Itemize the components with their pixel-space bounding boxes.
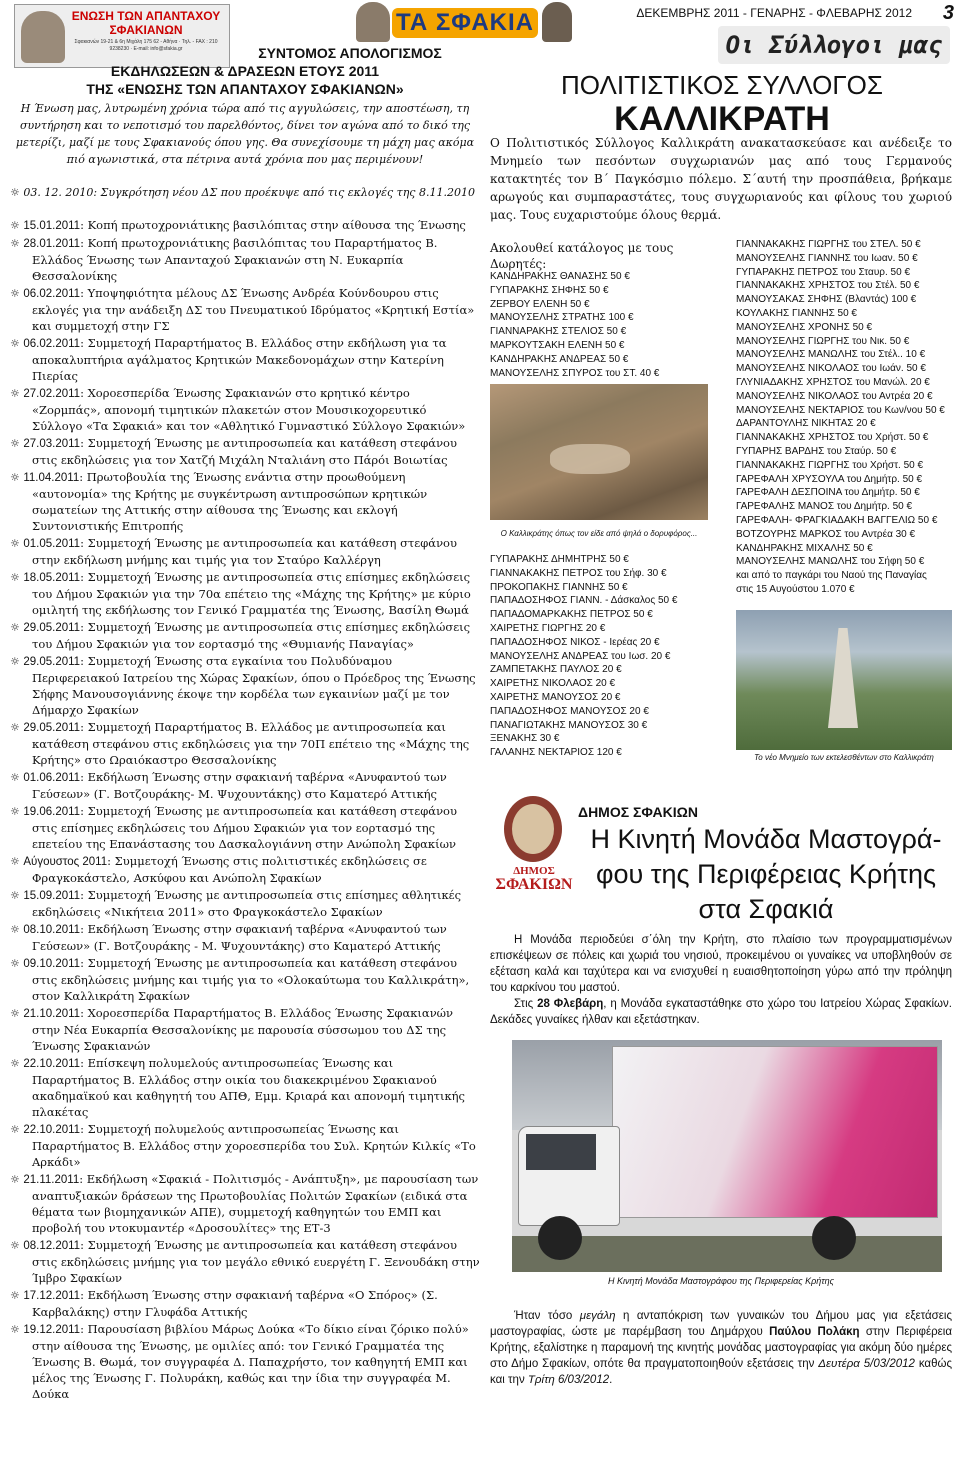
sun-bullet-icon: ☼ — [10, 1123, 24, 1136]
event-entry — [10, 335, 480, 384]
sun-bullet-icon: ☼ — [10, 957, 24, 970]
donor-entry: ΔΑΡΑΝΤΟΥΛΗΣ ΝΙΚΗΤΑΣ 20 € — [736, 418, 876, 430]
monument-photo-caption: Το νέο Μνημείο των εκτελεσθέντων στο Καλλικράτη — [754, 753, 934, 762]
association-title: ΠΟΛΙΤΙΣΤΙΚΟΣ ΣΥΛΛΟΓΟΣ — [561, 70, 883, 100]
donor-entry: ΓΑΡΕΦΑΛΗ- ΦΡΑΓΚΙΑΔΑΚΗ ΒΑΓΓΕΛΙΩ 50 € — [736, 514, 938, 526]
p2-text-c: , η Μονάδα εγκαταστάθηκε στο χώρο του Ιατρείου Χώρας Σφακίων. Δεκάδες γυναίκες ήλθαν και εξετάστηκαν. — [490, 998, 952, 1026]
event-date: 17.12.2011 — [23, 1290, 81, 1302]
page-number: 3 — [942, 2, 954, 24]
event-entry — [10, 853, 480, 886]
event-date: 11.04.2011 — [23, 472, 80, 484]
donor-entry: ΓΑΛΑΝΗΣ ΝΕΚΤΑΡΙΟΣ 120 € — [490, 747, 622, 759]
event-entry — [10, 1321, 480, 1402]
event-entry — [10, 719, 480, 768]
event-entry — [10, 803, 480, 852]
sun-bullet-icon: ☼ — [10, 655, 24, 668]
sun-bullet-icon: ☼ — [10, 537, 24, 550]
events-list — [10, 217, 480, 1402]
event-entry — [10, 569, 480, 618]
donor-entry: ΠΑΠΑΔΟΣΗΦΟΣ ΓΙΑΝΝ. - Δάσκαλος 50 € — [490, 595, 678, 607]
donors-list-a — [490, 270, 659, 380]
sun-bullet-icon: ☼ — [10, 889, 24, 902]
donor-entry: ΜΑΝΟΥΣΕΛΗΣ ΑΝΔΡΕΑΣ του Ιωσ. 20 € — [490, 650, 671, 662]
event-entry — [10, 653, 480, 718]
donor-entry: ΧΑΙΡΕΤΗΣ ΜΑΝΟΥΣΟΣ 20 € — [490, 691, 621, 703]
event-text: : Συμμετοχή Ένωσης στις πολιτιστικές εκδηλώσεις σε Φραγκοκάστελο, Ασκύφου και Ανώπολη Σφακίων — [32, 854, 427, 885]
event-date: 01.06.2011 — [23, 772, 81, 784]
sun-bullet-icon: ☼ — [10, 1057, 24, 1070]
mobile-unit-title-line3: στα Σφακιά — [698, 894, 834, 924]
donor-entry: ΧΑΙΡΕΤΗΣ ΝΙΚΟΛΑΟΣ 20 € — [490, 678, 616, 690]
event-text: : Συμμετοχή Ένωσης με αντιπροσωπεία και κατάθεση στεφάνου στις εκδηλώσεις μνήμης και τιμής για το «Ολοκαύτωμα του Καλλικράτη», στον Καλλικράτη Σφακίων — [32, 956, 470, 1003]
sun-bullet-icon: ☼ — [10, 1289, 24, 1302]
donors-intro: Ακολουθεί κατάλογος με τους Δωρητές: — [490, 241, 674, 271]
event-entry — [10, 1005, 480, 1054]
event-text: : Επίσκεψη πολυμελούς αντιπροσωπείας Ένωσης και Παραρτήματος Β. Ελλάδος στην οικία του διακεκριμένου Σφακιανού ακαδημαϊκού και καθηγητή του ΑΠΘ, Εμμ. Κριαρά και απονομή τιμητικής πλακέτας — [32, 1056, 465, 1119]
donor-entry: ΧΑΙΡΕΤΗΣ ΓΙΩΡΓΗΣ 20 € — [490, 622, 606, 634]
event-text: : Συμμετοχή Ένωσης με αντιπροσωπεία και κατάθεση στεφάνου στις εκδηλώσεις μνήμης για τον μεγάλο εθνικό ευεργέτη Γ. Ξενουδάκη στην Ίμβρο Σφακίων — [32, 1238, 480, 1285]
donors-list-c — [736, 238, 945, 597]
sun-bullet-icon: ☼ — [10, 186, 24, 199]
event-entry — [10, 1171, 480, 1236]
event-entry — [10, 435, 480, 468]
masthead-portrait-left — [356, 2, 390, 42]
donor-entry: ΖΕΡΒΟΥ ΕΛΕΝΗ 50 € — [490, 298, 590, 310]
sun-bullet-icon: ☼ — [10, 1007, 24, 1020]
donor-entry: ΓΑΡΕΦΑΛΗΣ ΜΑΝΟΣ του Δημήτρ. 50 € — [736, 501, 913, 513]
donor-entry: ΜΑΝΟΥΣΕΛΗΣ ΝΕΚΤΑΡΙΟΣ του Κων/νου 50 € — [736, 404, 945, 416]
event-date: Αύγουστος 2011 — [23, 856, 108, 868]
event-date: 01.05.2011 — [23, 538, 81, 550]
event-text: : Πρωτοβουλία της Ένωσης ενάντια στην προωθούμενη «αυτονομία» της Κρήτης με συγκέντρωση αντιπροσώπων κρητικών σωματείων της Αττικής στην αίθουσα της Ένωσης και εκλογή Συντονιστικής Επιτροπής — [32, 470, 428, 533]
event-entry — [10, 535, 480, 568]
event-entry — [10, 1055, 480, 1120]
donor-entry: ΓΙΑΝΝΑΚΑΚΗΣ ΓΙΩΡΓΗΣ του ΣΤΕΛ. 50 € — [736, 239, 921, 250]
donor-entry: ΞΕΝΑΚΗΣ 30 € — [490, 733, 560, 745]
donor-entry: ΓΙΑΝΝΑΚΑΚΗΣ ΧΡΗΣΤΟΣ του Χρήστ. 50 € — [736, 432, 929, 444]
p2-date: 28 Φλεβάρη — [537, 998, 604, 1010]
donor-entry: ΜΑΝΟΥΣΕΛΗΣ ΣΤΡΑΤΗΣ 100 € — [490, 312, 634, 324]
event-entry — [10, 217, 480, 234]
event-text: : Κοπή πρωτοχρονιάτικης βασιλόπιτας στην αίθουσα της Ένωσης — [80, 218, 466, 232]
donor-entry: ΠΑΠΑΔΟΣΗΦΟΣ ΝΙΚΟΣ - Ιερέας 20 € — [490, 636, 660, 648]
donor-entry: ΓΙΑΝΝΑΚΑΚΗΣ ΓΙΩΡΓΗΣ του Χρήστ. 50 € — [736, 459, 924, 471]
event-date: 08.12.2011 — [23, 1240, 81, 1252]
mobile-unit-paragraph-2 — [490, 996, 952, 1028]
sun-bullet-icon: ☼ — [10, 237, 24, 250]
p2-text-a: Στις — [514, 998, 538, 1010]
event-text: : Εκδήλωση Ένωσης στην σφακιανή ταβέρνα «Ανυφαντού των Γεύσεων» (Γ. Βοτζουράκης- Μ. Ψυχουντάκης) στο Καματερό Αττικής — [32, 770, 447, 801]
report-title-2: ΕΚΔΗΛΩΣΕΩΝ & ΔΡΑΣΕΩΝ ΕΤΟΥΣ 2011 — [110, 63, 380, 79]
event-date: 28.01.2011 — [23, 238, 81, 250]
donor-entry: ΜΑΝΟΥΣΕΛΗΣ ΜΑΝΩΛΗΣ του Σήφη 50 € — [736, 556, 925, 568]
municipality-logo-bottom: ΣΦΑΚΙΩΝ — [495, 876, 573, 893]
event-text: : Συμμετοχή Παραρτήματος Β. Ελλάδος με αντιπροσωπεία και κατάθεση στεφάνου στις εκδηλώσεις για την 70Π επέτειο της «Μάχης της Κρήτης» στο Ωραιόκαστρο Θεσσαλονίκης — [32, 720, 470, 767]
mobile-unit-title-line1: Η Κινητή Μονάδα Μαστογρά- — [590, 824, 942, 854]
donor-entry: ΠΑΠΑΔΟΣΗΦΟΣ ΜΑΝΟΥΣΟΣ 20 € — [490, 705, 649, 717]
sun-bullet-icon: ☼ — [10, 287, 24, 300]
sun-bullet-icon: ☼ — [10, 1323, 24, 1336]
donor-entry: ΜΑΝΟΥΣΕΛΗΣ ΣΠΥΡΟΣ του ΣΤ. 40 € — [490, 367, 660, 379]
donor-entry: ΒΟΤΖΟΥΡΗΣ ΜΑΡΚΟΣ του Αντρέα 30 € — [736, 528, 916, 540]
event-date: 29.05.2011 — [23, 622, 81, 634]
donor-entry: ΜΑΝΟΥΣΕΛΗΣ ΜΑΝΩΛΗΣ του Στέλ.. 10 € — [736, 349, 926, 361]
p3-g: καθώς και την — [490, 1358, 952, 1386]
association-name: ΚΑΛΛΙΚΡΑΤΗ — [614, 100, 830, 138]
donor-entry: και από το παγκάρι του Ναού της Παναγίας — [736, 570, 927, 582]
masthead-portrait-right — [542, 2, 572, 42]
event-date: 22.10.2011 — [23, 1058, 81, 1070]
p3-b: μεγάλη — [579, 1310, 616, 1322]
sun-bullet-icon: ☼ — [10, 771, 24, 784]
donor-entry: ΖΑΜΠΕΤΑΚΗΣ ΠΑΥΛΟΣ 20 € — [490, 664, 622, 676]
event-entry — [10, 769, 480, 802]
donor-entry: ΓΥΠΑΡΑΚΗΣ ΔΗΜΗΤΡΗΣ 50 € — [490, 554, 629, 565]
report-title-3: ΤΗΣ «ΕΝΩΣΗΣ ΤΩΝ ΑΠΑΝΤΑΧΟΥ ΣΦΑΚΙΑΝΩΝ» — [86, 81, 404, 97]
donor-entry: ΜΑΝΟΥΣΕΛΗΣ ΧΡΟΝΗΣ 50 € — [736, 321, 873, 333]
event-entry — [10, 469, 480, 534]
municipality-logo-top: ΔΗΜΟΣ — [513, 865, 555, 877]
village-photo-caption: Ο Καλλικράτης όπως τον είδε από ψηλά ο δορυφόρος... — [500, 529, 698, 538]
section-title: Οι Σύλλογοι μας — [718, 26, 950, 64]
sun-bullet-icon: ☼ — [10, 855, 24, 868]
mobile-unit-article — [490, 932, 952, 1028]
mammography-truck-photo — [512, 1040, 942, 1272]
event-text: : Συμμετοχή Ένωσης με αντιπροσωπεία στις επίσημες εκδηλώσεις του Δήμου Σφακιών για τον εορτασμό της «Θυμιανής Παναγίας» — [32, 620, 471, 651]
sun-bullet-icon: ☼ — [10, 721, 24, 734]
event-entry — [10, 385, 480, 434]
monument-photo — [736, 610, 952, 750]
donor-entry: στις 15 Αυγούστου 1.070 € — [736, 583, 855, 595]
p3-a: Ήταν τόσο — [514, 1310, 580, 1322]
donor-entry: ΓΛΥΝΙΑΔΑΚΗΣ ΧΡΗΣΤΟΣ του Μανώλ. 20 € — [736, 376, 930, 388]
event-date: 18.05.2011 — [23, 572, 81, 584]
donor-entry: ΓΙΑΝΝΑΚΑΚΗΣ ΧΡΗΣΤΟΣ του Στέλ. 50 € — [736, 280, 920, 292]
sun-bullet-icon: ☼ — [10, 571, 24, 584]
event-date: 15.09.2011 — [23, 890, 81, 902]
sun-bullet-icon: ☼ — [10, 219, 24, 232]
event-text: : Συμμετοχή Ένωσης με αντιπροσωπεία στις επίσημες εκδηλώσεις του Δήμου Σφακιών για την 70α επέτειο της «Μάχης της Κρήτης» με κύριο ομιλητή της εκδήλωσης τον Γενικό Γραμματέα της Ένωσης, Βασίλη Θωμά — [32, 570, 471, 617]
sun-bullet-icon: ☼ — [10, 471, 24, 484]
sun-bullet-icon: ☼ — [10, 337, 24, 350]
date-monday: Δευτέρα 5/03/2012 — [818, 1358, 915, 1370]
report-title-1: ΣΥΝΤΟΜΟΣ ΑΠΟΛΟΓΙΣΜΟΣ — [258, 45, 442, 61]
union-banner-contact: Σφακιανών 19-21 & 6η Μιχάλη 175 62 - Αθήνα · Τηλ. - FAX : 210 9238230 · E-mail: info@sfakia.gr — [74, 39, 218, 52]
event-entry — [10, 955, 480, 1004]
donor-entry: ΜΑΝΟΥΣΕΛΗΣ ΓΙΑΝΝΗΣ του Ιωαν. 50 € — [736, 252, 918, 264]
event-text: : Εκδήλωση Ένωσης στην σφακιανή ταβέρνα «Ο Σπόρος» (Σ. Καρβαλάκης) στην Γλυφάδα Αττικής — [32, 1288, 438, 1319]
municipality-logo — [494, 796, 574, 894]
donor-entry: ΜΑΡΚΟΥΤΣΑΚΗ ΕΛΕΝΗ 50 € — [490, 339, 625, 351]
event-date: 27.03.2011 — [23, 438, 81, 450]
donor-entry: ΜΑΝΟΥΣΑΚΑΣ ΣΗΦΗΣ (Βλαντάς) 100 € — [736, 294, 917, 306]
event-entry — [10, 619, 480, 652]
date-tuesday: Τρίτη 6/03/2012 — [527, 1374, 610, 1386]
mayor-name: Παύλου Πολάκη — [769, 1326, 860, 1338]
donor-entry: ΓΑΡΕΦΑΛΗ ΔΕΣΠΟΙΝΑ του Δημήτρ. 50 € — [736, 487, 920, 499]
donor-entry: ΓΙΑΝΝΑΡΑΚΗΣ ΣΤΕΛΙΟΣ 50 € — [490, 326, 627, 338]
event-entry — [10, 921, 480, 954]
sun-bullet-icon: ☼ — [10, 387, 24, 400]
sun-bullet-icon: ☼ — [10, 923, 24, 936]
event-text: : Χοροεσπερίδα Παραρτήματος Β. Ελλάδος Ένωσης Σφακιανών στην Νέα Ευκαρπία Θεσσαλονίκης με παρουσία σύσσωμου του ΔΣ της Ένωσης Σφακιανών — [32, 1006, 454, 1053]
masthead-title: ΤΑ ΣΦΑΚΙΑ — [392, 8, 538, 38]
sun-bullet-icon: ☼ — [10, 621, 24, 634]
event-entry — [10, 1121, 480, 1170]
event-text: : Συμμετοχή πολυμελούς αντιπροσωπείας Ένωσης και Παραρτήματος Β. Ελλάδος στην χοροεσπερίδα του Συλ. Κρητών Κιλκίς «Το Αρκάδι» — [32, 1122, 476, 1169]
event-date: 27.02.2011 — [23, 388, 81, 400]
donor-entry: ΠΑΝΑΓΙΩΤΑΚΗΣ ΜΑΝΟΥΣΟΣ 30 € — [490, 719, 648, 731]
donor-entry: ΓΥΠΑΡΑΚΗΣ ΣΗΦΗΣ 50 € — [490, 284, 609, 296]
event-date: 19.06.2011 — [23, 806, 81, 818]
association-article: Ο Πολιτιστικός Σύλλογος Καλλικράτη ανακατασκεύασε και ανέδειξε το Μνημείο των πεσόντων συγχωριανών μας από τους Γερμανούς κατακτητές τον Β΄ Παγκόσμιο πόλεμο. Σ΄αυτή την προσπάθεια, βρήκαμε αρωγούς και συμπαραστάτες, τους συγχωριανούς και φίλους του χωριού μας. Τους ευχαριστούμε όλους θερμά. — [490, 136, 952, 222]
event-date: 15.01.2011 — [23, 220, 81, 232]
event-date: 29.05.2011 — [23, 722, 81, 734]
board-formation-text: 03. 12. 2010: Συγκρότηση νέου ΔΣ που προέκυψε από τις εκλογές της 8.11.2010 — [23, 186, 475, 199]
mobile-unit-paragraph-3 — [490, 1308, 952, 1388]
event-date: 19.12.2011 — [23, 1324, 81, 1336]
event-text: : Συμμετοχή Ένωσης με αντιπροσωπεία και κατάθεση στεφάνου στις εκδηλώσεις για τον Χατζή Μιχάλη Νταλιάνη στο Πάρόι Βοιωτίας — [32, 436, 457, 467]
village-satellite-photo — [490, 384, 708, 520]
event-text: : Χοροεσπερίδα Ένωσης Σφακιανών στο κρητικό κέντρο «Ζορμπάς», απονομή τιμητικών πλακετών στον Μουσικοχορευτικό Σύλλογο «Τα Σφακιά» και τον «Αθλητικό Γυμναστικό Σύλλογο Σφακιών» — [32, 386, 466, 433]
event-text: : Εκδήλωση «Σφακιά - Πολιτισμός - Ανάπτυξη», με παρουσίαση των αναπτυξιακών δράσεων της Πρωτοβουλίας Πολιτών Σφακίων (ειδικά στα θέματα των βιομηχανικών ΑΠΕ), συμμετοχή καθηγητών του ΕΜΠ και προβολή του ντοκυμαντέρ «Δροσουλίτες» της ΕΤ-3 — [32, 1172, 479, 1235]
donor-entry: ΜΑΝΟΥΣΕΛΗΣ ΝΙΚΟΛΑΟΣ του Αντρέα 20 € — [736, 390, 933, 402]
event-entry — [10, 887, 480, 920]
event-text: : Συμμετοχή Παραρτήματος Β. Ελλάδος στην εκδήλωση για τα αποκαλυπτήρια αγάλματος Κρητικών Μακεδονομάχων στην Κατερίνη Πιερίας — [32, 336, 447, 383]
event-date: 08.10.2011 — [23, 924, 81, 936]
donor-entry: ΓΥΠΑΡΑΚΗΣ ΠΕΤΡΟΣ του Σταυρ. 50 € — [736, 266, 911, 278]
event-text: : Κοπή πρωτοχρονιάτικης βασιλόπιτας του Παραρτήματος Β. Ελλάδος Ένωσης των Απανταχού Σφακιανών στη Ν. Ευκαρπία Θεσσαλονίκης — [32, 236, 438, 283]
municipality-label: ΔΗΜΟΣ ΣΦΑΚΙΩΝ — [578, 804, 698, 820]
sun-bullet-icon: ☼ — [10, 437, 24, 450]
p3-e: στην Περιφέρεια Κρήτης, εξαλίστηκε η παραμονή της κινητής μονάδας μαστογραφίας για ακόμη δύο ημέρες στο Δήμο Σφακίων, οπότε θα πραγματοποιηθούν εξετάσεις την — [490, 1326, 952, 1370]
event-text: : Συμμετοχή Ένωσης στα εγκαίνια του Πολυδύναμου Περιφερειακού Ιατρείου της Χώρας Σφακίων, όπου ο Πρόεδρος της Ένωσης Σήφης Μανουσογιάννης έκοψε την κορδέλα των εγκαινίων μαζί με τον Δήμαρχο Σφακίων — [32, 654, 476, 717]
event-text: : Συμμετοχή Ένωσης με αντιπροσωπεία και κατάθεση στεφάνου στις επίσημες εκδηλώσεις του Δήμου Σφακιών για τον εορτασμό της επετείου της Επανάστασης του Δασκαλογιάννη στην Ανώπολη Σφακίων — [32, 804, 457, 851]
donor-entry: ΓΙΑΝΝΑΚΑΚΗΣ ΠΕΤΡΟΣ του Σήφ. 30 € — [490, 567, 667, 579]
issue-date: ΔΕΚΕΜΒΡΗΣ 2011 - ΓΕΝΑΡΗΣ - ΦΛΕΒΑΡΗΣ 2012 — [636, 6, 912, 20]
p3-i: . — [609, 1374, 613, 1386]
event-date: 22.10.2011 — [23, 1124, 81, 1136]
event-date: 09.10.2011 — [23, 958, 81, 970]
donor-entry: ΜΑΝΟΥΣΕΛΗΣ ΓΙΩΡΓΗΣ του Νικ. 50 € — [736, 335, 910, 347]
event-date: 06.02.2011 — [23, 338, 81, 350]
board-formation-entry — [10, 186, 480, 199]
truck-photo-caption: Η Κινητή Μονάδα Μαστογράφου της Περιφερείας Κρήτης — [607, 1276, 835, 1286]
sun-bullet-icon: ☼ — [10, 1173, 24, 1186]
event-date: 29.05.2011 — [23, 656, 81, 668]
sun-bullet-icon: ☼ — [10, 805, 24, 818]
event-text: : Εκδήλωση Ένωσης στην σφακιανή ταβέρνα «Ανυφαντού των Γεύσεων» (Γ. Βοτζουράκης - Μ. Ψυχουντάκης) στο Καματερό Αττικής — [32, 922, 447, 953]
donor-entry: ΓΥΠΑΡΗΣ ΒΑΡΔΗΣ του Σταύρ. 50 € — [736, 445, 897, 457]
event-text: : Συμμετοχή Ένωσης με αντιπροσωπεία στις επίσημες αθλητικές εκδηλώσεις «Νικήτεια 2011» στο Φραγκοκάστελο Σφακίων — [32, 888, 462, 919]
activity-report-column — [10, 44, 480, 1403]
donor-entry: ΜΑΝΟΥΣΕΛΗΣ ΝΙΚΟΛΑΟΣ του Ιωάν. 50 € — [736, 363, 926, 375]
event-text: : Συμμετοχή Ένωσης με αντιπροσωπεία και κατάθεση στεφάνου στην εκδήλωση μνήμης και τιμής για τον Σταύρο Καλλέργη — [32, 536, 457, 567]
donor-entry: ΚΑΝΔΗΡΑΚΗΣ ΜΙΧΑΛΗΣ 50 € — [736, 542, 873, 554]
event-entry — [10, 1287, 480, 1320]
event-date: 06.02.2011 — [23, 288, 81, 300]
donor-entry: ΚΑΝΔΗΡΑΚΗΣ ΑΝΔΡΕΑΣ 50 € — [490, 353, 629, 365]
event-entry — [10, 1237, 480, 1286]
donor-entry: ΓΑΡΕΦΑΛΗ ΧΡΥΣΟΥΛΑ του Δημήτρ. 50 € — [736, 473, 923, 485]
donor-entry: ΠΑΠΑΔΟΜΑΡΚΑΚΗΣ ΠΕΤΡΟΣ 50 € — [490, 609, 653, 621]
event-entry — [10, 285, 480, 334]
donors-list-b — [490, 553, 677, 760]
donor-entry: ΠΡΟΚΟΠΑΚΗΣ ΓΙΑΝΝΗΣ 50 € — [490, 581, 628, 593]
event-date: 21.11.2011 — [23, 1174, 80, 1186]
p3-c: η ανταπόκριση των γυναικών του Δήμου μας για εξετάσεις μαστογραφίας, ώστε με παρέμβαση του Δημάρχου — [490, 1310, 952, 1338]
event-text: : Υποψηφιότητα μέλους ΔΣ Ένωσης Ανδρέα Κούνδουρου στις εκλογές για την ανάδειξη ΔΣ του Πνευματικού Ιδρύματος «Κρητική Εστία» και συμμετοχή στην ΓΣ — [32, 286, 475, 333]
masthead-logo — [352, 2, 574, 44]
mobile-unit-paragraph-1: Η Μονάδα περιοδεύει σ΄όλη την Κρήτη, στο πλαίσιο των προγραμματισμένων επισκέψεων σε πόλεις και χωριά του νησιού, προκειμένου οι γυναίκες να υποβληθούν σε εξέταση καλά και ταχύτερα και να ενισχυθεί η ευαισθητοποίηση γύρω από την πρόληψη του καρκίνου του μαστού. — [490, 934, 952, 994]
sun-bullet-icon: ☼ — [10, 1239, 24, 1252]
donor-entry: ΚΟΥΛΑΚΗΣ ΓΙΑΝΝΗΣ 50 € — [736, 307, 857, 319]
donor-entry: ΚΑΝΔΗΡΑΚΗΣ ΘΑΝΑΣΗΣ 50 € — [490, 271, 630, 282]
event-date: 21.10.2011 — [23, 1008, 81, 1020]
union-banner-title: ΕΝΩΣΗ ΤΩΝ ΑΠΑΝΤΑΧΟΥ ΣΦΑΚΙΑΝΩΝ — [71, 9, 221, 37]
event-entry — [10, 235, 480, 284]
report-intro: Η Ένωση μας, λυτρωμένη χρόνια τώρα από τις αγγυλώσεις, την αποστέωση, τη συντήρηση και το νεποτισμό του παρελθόντος, δίνει τον αγώνα από το δικό της μετερίζι, μαζί με τους Σφακιανούς όπου γης. Θα συνεχίσουμε τη μάχη μας ακόμα πιό αγωνιστικά, στα πέτρινα αυτά χρόνια που μας περιμένουν! — [15, 102, 475, 166]
mobile-unit-title-line2: φου της Περιφέρειας Κρήτης — [595, 859, 937, 889]
mobile-unit-title — [580, 822, 952, 927]
event-text: : Παρουσίαση βιβλίου Μάρως Δούκα «Το δίκιο είναι ζόρικο πολύ» στην αίθουσα της Ένωσης, με ομιλίες από: τον Γενικό Γραμματέα της Ένωσης Β. Θωμά, τον συγγραφέα Δ. Παπαχρήστο, τον καθηγητή ΕΜΠ και μέλος της Ένωσης Γ. Πολυράκη, καθώς και την ίδια την συγγραφέα Μ. Δούκα — [32, 1322, 469, 1401]
